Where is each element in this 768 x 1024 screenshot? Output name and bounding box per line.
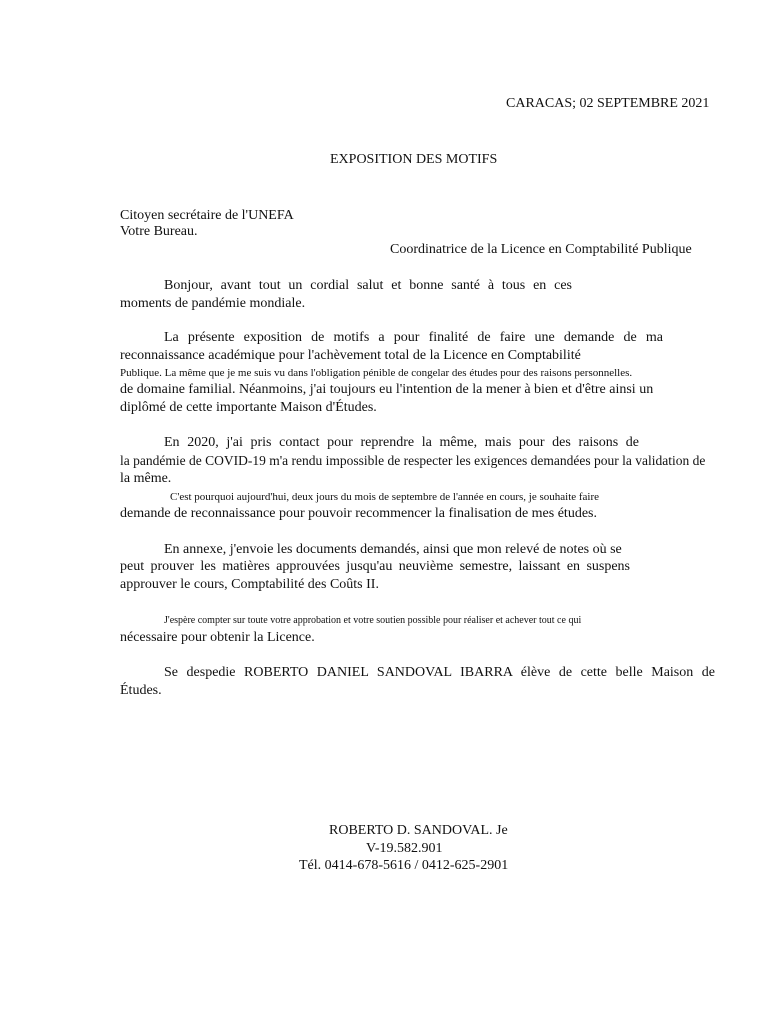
- date-line: CARACAS; 02 SEPTEMBRE 2021: [506, 96, 710, 111]
- paragraph-5-line-1: J'espère compter sur toute votre approbation et votre soutien possible pour réaliser et achever tout ce qui: [164, 615, 582, 626]
- paragraph-6-line-2: Études.: [120, 683, 162, 698]
- paragraph-2-line-4: de domaine familial. Néanmoins, j'ai toujours eu l'intention de la mener à bien et d'être ainsi un: [120, 382, 654, 397]
- paragraph-1-line-1: Bonjour, avant tout un cordial salut et bonne santé à tous en ces: [164, 278, 572, 293]
- paragraph-4-line-2: peut prouver les matières approuvées jusqu'au neuvième semestre, laissant en suspens: [120, 559, 630, 574]
- recipient-coordination: Coordinatrice de la Licence en Comptabilité Publique: [390, 242, 692, 257]
- paragraph-2-line-5: diplômé de cette importante Maison d'Études.: [120, 400, 377, 415]
- signature-phones: Tél. 0414-678-5616 / 0412-625-2901: [299, 858, 509, 873]
- paragraph-3-line-4: C'est pourquoi aujourd'hui, deux jours du mois de septembre de l'année en cours, je souhaite faire: [170, 491, 600, 503]
- paragraph-3-line-3: la même.: [120, 471, 172, 486]
- paragraph-4-line-3: approuver le cours, Comptabilité des Coûts II.: [120, 577, 379, 592]
- recipient-line-1: Citoyen secrétaire de l'UNEFA: [120, 208, 294, 223]
- paragraph-2-line-2: reconnaissance académique pour l'achèvement total de la Licence en Comptabilité: [120, 348, 581, 363]
- recipient-line-2: Votre Bureau.: [120, 224, 198, 239]
- paragraph-4-line-1: En annexe, j'envoie les documents demandés, ainsi que mon relevé de notes où se: [164, 542, 622, 557]
- paragraph-5-line-2: nécessaire pour obtenir la Licence.: [120, 630, 315, 645]
- paragraph-3-line-2: la pandémie de COVID-19 m'a rendu impossible de respecter les exigences demandées pour la validation de: [120, 453, 706, 468]
- paragraph-6-line-1: Se despedie ROBERTO DANIEL SANDOVAL IBARRA élève de cette belle Maison de: [164, 665, 715, 680]
- signature-id: V-19.582.901: [366, 841, 443, 856]
- paragraph-3-line-1: En 2020, j'ai pris contact pour reprendre la même, mais pour des raisons de: [164, 435, 639, 450]
- document-title: EXPOSITION DES MOTIFS: [330, 152, 498, 167]
- signature-name: ROBERTO D. SANDOVAL. Je: [329, 823, 508, 838]
- paragraph-2-line-1: La présente exposition de motifs a pour finalité de faire une demande de ma: [164, 330, 663, 345]
- paragraph-2-line-3: Publique. La même que je me suis vu dans l'obligation pénible de congelar des études pour des raisons personnelles.: [120, 367, 633, 379]
- paragraph-1-line-2: moments de pandémie mondiale.: [120, 296, 306, 311]
- paragraph-3-line-5: demande de reconnaissance pour pouvoir recommencer la finalisation de mes études.: [120, 506, 597, 521]
